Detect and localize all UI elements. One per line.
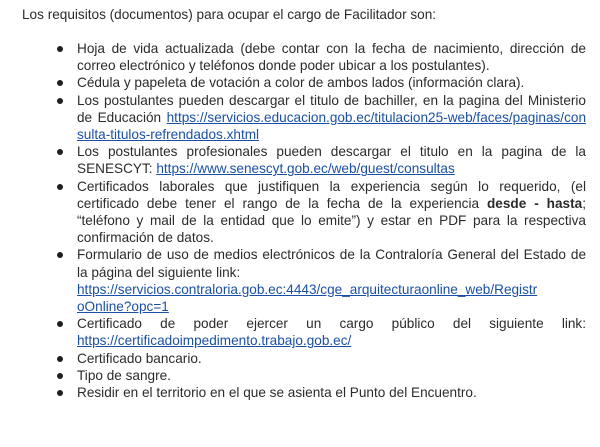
item-text: Formulario de uso de medios electrónicos de la Contraloría General del Estado de la página del siguiente link: — [77, 247, 586, 280]
list-item — [22, 315, 586, 349]
bullet-icon — [57, 252, 63, 258]
bullet-icon — [57, 321, 63, 327]
item-text: Certificado de poder ejercer un cargo público del siguiente link: — [77, 316, 586, 332]
list-item — [22, 350, 586, 367]
bullet-icon — [57, 390, 63, 396]
item-text: Certificado bancario. — [77, 350, 202, 366]
list-item — [22, 178, 586, 247]
item-text: Residir en el territorio en el que se asienta el Punto del Encuentro. — [77, 385, 477, 401]
list-item — [22, 246, 586, 315]
list-item — [22, 40, 586, 74]
list-item — [22, 384, 586, 401]
item-text: Tipo de sangre. — [77, 367, 171, 383]
item-text: Cédula y papeleta de votación a color de ambos lados (información clara). — [77, 75, 525, 91]
item-text: Los postulantes profesionales pueden descargar el titulo en la pagina de la SENESCYT: — [77, 144, 586, 177]
intro-text: Los requisitos (documentos) para ocupar el cargo de Facilitador son: — [22, 7, 437, 22]
item-text: ; “teléfono y mail de la entidad que lo emite”) y estar en PDF para la respectiva confirmación de datos. — [77, 195, 586, 246]
bullet-icon — [57, 80, 63, 86]
bullet-icon — [57, 356, 63, 362]
bullet-icon — [57, 373, 63, 379]
bullet-icon — [57, 98, 63, 104]
item-text: Los postulantes pueden descargar el titulo de bachiller, en la pagina del Ministerio de Educación — [77, 92, 586, 125]
senescyt-link[interactable]: https://www.senescyt.gob.ec/web/guest/consultas — [156, 161, 455, 177]
titulacion-link[interactable]: https://servicios.educacion.gob.ec/titulacion25-web/faces/paginas/consulta-titulos-refrendados.xhtml — [77, 109, 586, 143]
contraloria-link-continued[interactable]: oOnline?opc=1 — [77, 299, 169, 315]
bullet-icon — [57, 184, 63, 190]
bullet-icon — [57, 46, 63, 52]
list-item — [22, 74, 586, 91]
list-item — [22, 143, 586, 177]
item-text: Hoja de vida actualizada (debe contar con la fecha de nacimiento, dirección de correo electrónico y teléfonos donde poder ubicar a los postulantes). — [77, 41, 586, 74]
contraloria-link[interactable]: https://servicios.contraloria.gob.ec:4443/cge_arquitecturaonline_web/Registr — [77, 281, 538, 297]
bullet-icon — [57, 149, 63, 155]
requirements-list — [22, 40, 586, 401]
item-bold-text: desde - hasta — [487, 195, 583, 211]
impedimento-link[interactable]: https://certificadoimpedimento.trabajo.gob.ec/ — [77, 333, 352, 349]
item-text: Certificados laborales que justifiquen la experiencia según lo requerido, (el certificado debe tener el rango de la fecha de la experiencia — [77, 178, 586, 211]
list-item — [22, 92, 586, 144]
list-item — [22, 367, 586, 384]
